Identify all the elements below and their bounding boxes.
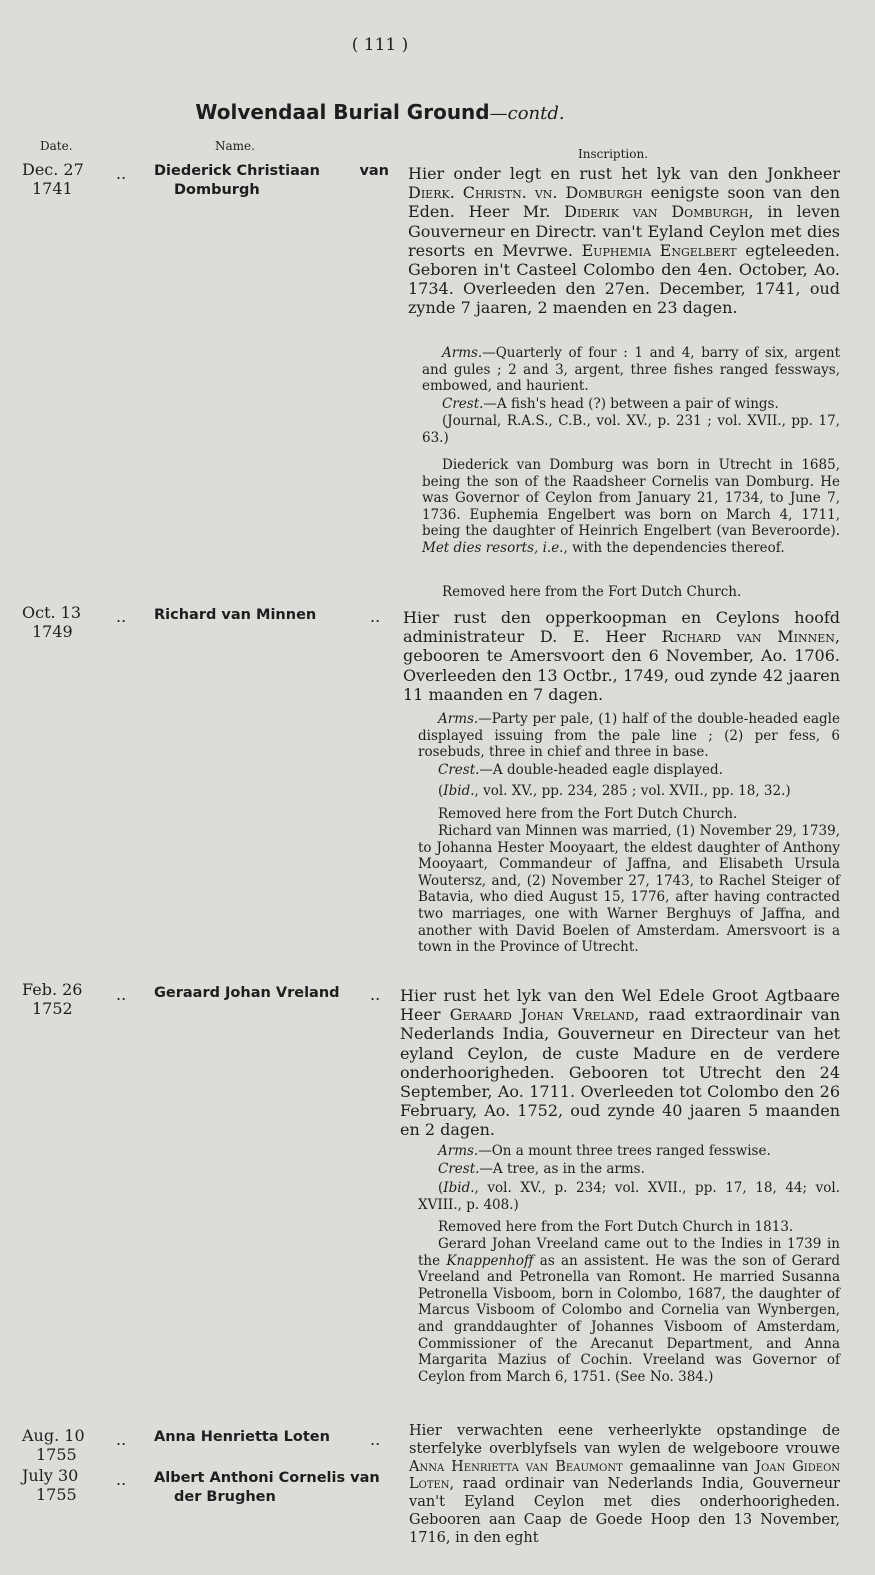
leader-dots: ..	[116, 164, 127, 183]
removed-note: Removed here from the Fort Dutch Church.	[442, 584, 742, 600]
running-title-main: Wolvendaal Burial Ground	[195, 100, 490, 124]
reference-note: (Ibid., vol. XV., p. 234; vol. XVII., pp. 17, 18, 44; vol. XVIII., p. 408.)	[418, 1180, 840, 1213]
arms-note: Arms.—On a mount three trees ranged fesswise.	[438, 1143, 771, 1159]
leader-dots: ..	[116, 1430, 127, 1449]
removed-note: Removed here from the Fort Dutch Church in 1813.	[438, 1219, 794, 1235]
column-header-inscription: Inscription.	[578, 147, 649, 161]
running-title	[0, 100, 760, 124]
inscription-text: Hier rust den opperkoopman en Ceylons hoofd administrateur D. E. Heer Richard van Minnen, gebooren te Amersvoort den 6 November, Ao. 1706. Overleeden den 13 Octbr., 1749, oud zynde 42 jaaren 11 maanden en 7 dagen.	[403, 608, 840, 704]
crest-note: Crest.—A double-headed eagle displayed.	[438, 762, 723, 778]
leader-dots: ..	[370, 607, 381, 626]
crest-note: Crest.—A fish's head (?) between a pair of wings.	[442, 396, 779, 412]
running-title-suffix: —contd.	[489, 103, 565, 124]
reference-note: (Journal, R.A.S., C.B., vol. XV., p. 231 ; vol. XVII., pp. 17, 63.)	[422, 413, 840, 446]
biographical-note: Gerard Johan Vreeland came out to the Indies in 1739 in the Knappenhoff as an assistent. He was the son of Gerard Vreeland and Petronella van Romont. He married Susanna Petronella Visboom, born in Colombo, 1687, the daughter of Marcus Visboom of Colombo and Cornelia van Wynbergen, and granddaughter of Johannes Visboom of Amsterdam, Commissioner of the Arecanut Department, and Anna Margarita Mazius of Cochin. Vreeland was Governor of Ceylon from March 6, 1751. (See No. 384.)	[418, 1236, 841, 1385]
biographical-note: Richard van Minnen was married, (1) November 29, 1739, to Johanna Hester Mooyaart, the eldest daughter of Anthony Mooyaart, Commandeur of Jaffna, and Elisabeth Ursula Woutersz, and, (2) November 27, 1743, to Rachel Steiger of Batavia, who died August 15, 1776, after having contracted two marriages, one with Warner Berghuys of Jaffna, and another with David Boelen of Amsterdam. Amersvoort is a town in the Province of Utrecht.	[418, 823, 840, 956]
removed-note: Removed here from the Fort Dutch Church.	[438, 806, 738, 822]
entry-date: Feb. 26 1752	[22, 980, 83, 1018]
column-header-date: Date.	[40, 139, 73, 153]
biographical-note: Diederick van Domburg was born in Utrecht in 1685, being the son of the Raadsheer Cornelis van Domburg. He was Governor of Ceylon from January 21, 1734, to June 7, 1736. Euphemia Engelbert was born on March 4, 1711, being the daughter of Heinrich Engelbert (van Beveroorde). Met dies resorts, i.e., with the dependencies thereof.	[422, 457, 840, 556]
leader-dots: ..	[116, 985, 127, 1004]
entry-name: Geraard Johan Vreland	[154, 985, 340, 1001]
page-number: ( 111 )	[351, 35, 409, 55]
arms-note: Arms.—Quarterly of four : 1 and 4, barry of six, argent and gules ; 2 and 3, argent, three fishes ranged fessways, embowed, and haurient.	[422, 345, 840, 395]
entry-name: Richard van Minnen	[154, 607, 317, 623]
column-header-name: Name.	[215, 139, 255, 153]
entry-name: Diederick Christiaan van Domburgh	[154, 163, 389, 198]
inscription-text: Hier rust het lyk van den Wel Edele Groot Agtbaare Heer Geraard Johan Vreland, raad extraordinair van Nederlands India, Gouverneur en Directeur van het eyland Ceylon, de custe Madure en de verdere onderhoorigheden. Gebooren tot Utrecht den 24 September, Ao. 1711. Overleeden tot Colombo den 26 February, Ao. 1752, oud zynde 40 jaaren 5 maanden en 2 dagen.	[400, 986, 841, 1140]
leader-dots: ..	[116, 607, 127, 626]
entry-date: Aug. 10 1755	[22, 1426, 85, 1464]
leader-dots: ..	[370, 985, 381, 1004]
inscription-text: Hier verwachten eene verheerlykte opstandinge de sterfelyke overblyfsels van wylen de welgeboore vrouwe Anna Henrietta van Beaumont gemaalinne van Joan Gideon Loten, raad ordinair van Nederlands India, Gouverneur van't Eyland Ceylon met dies onderhoorigheden. Gebooren aan Caap de Goede Hoop den 13 November, 1716, in den eght	[409, 1423, 841, 1546]
entry-date: July 30 1755	[22, 1466, 79, 1504]
inscription-text: Hier onder legt en rust het lyk van den Jonkheer Dierk. Christn. vn. Domburgh eenigste soon van den Eden. Heer Mr. Diderik van Domburgh, in leven Gouverneur en Directr. van't Eyland Ceylon met dies resorts en Mevrwe. Euphemia Engelbert egteleeden. Geboren in't Casteel Colombo den 4en. October, Ao. 1734. Overleeden den 27en. December, 1741, oud zynde 7 jaaren, 2 maenden en 23 dagen.	[408, 164, 841, 318]
arms-note: Arms.—Party per pale, (1) half of the double-headed eagle displayed issuing from the pale line ; (2) per fess, 6 rosebuds, three in chief and three in base.	[418, 711, 840, 761]
entry-date: Oct. 13 1749	[22, 603, 82, 641]
entry-date: Dec. 27 1741	[22, 160, 84, 198]
reference-note: (Ibid., vol. XV., pp. 234, 285 ; vol. XVII., pp. 18, 32.)	[438, 783, 791, 799]
crest-note: Crest.—A tree, as in the arms.	[438, 1161, 645, 1177]
entry-name: Anna Henrietta Loten	[154, 1429, 330, 1445]
entry-name: Albert Anthoni Cornelis van der Brughen	[154, 1470, 380, 1505]
leader-dots: ..	[370, 1430, 381, 1449]
leader-dots: ..	[116, 1470, 127, 1489]
